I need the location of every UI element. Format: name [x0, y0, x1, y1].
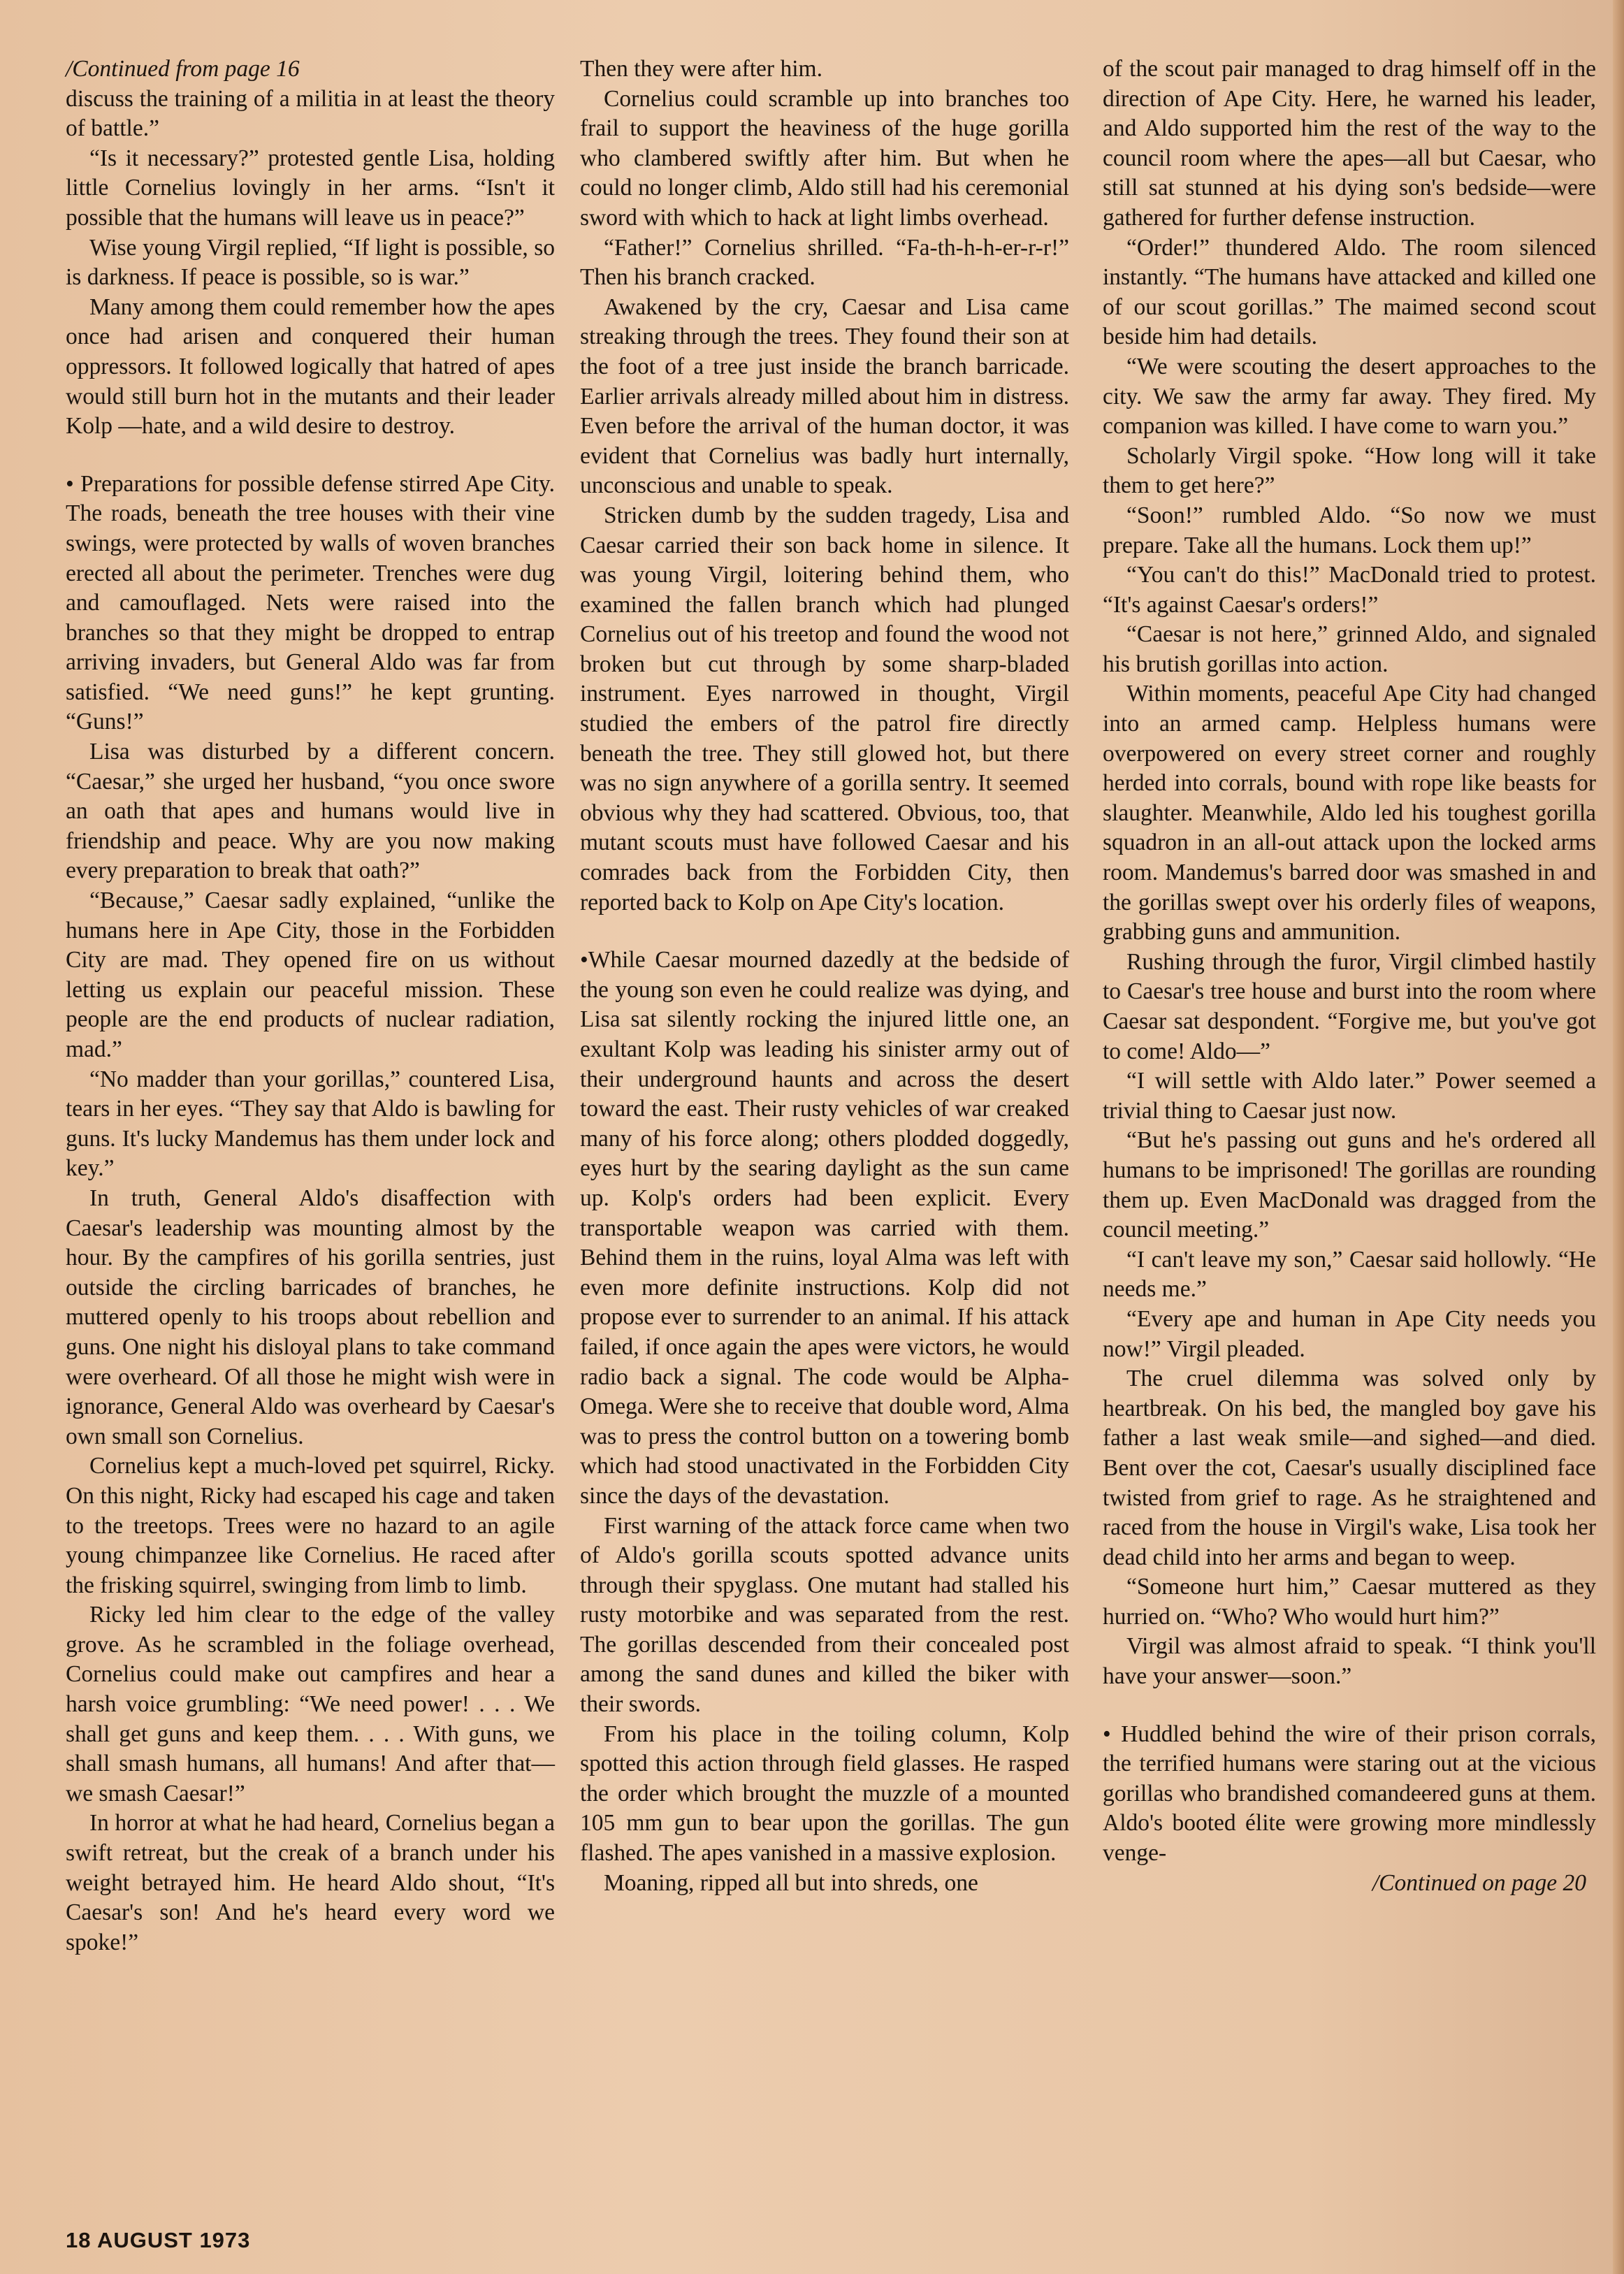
paragraph: “Order!” thundered Aldo. The room silenced instantly. “The humans have attacked and killed one of our scout gorillas.” The maimed second scout beside him had details. — [1103, 234, 1596, 350]
paragraph: Wise young Virgil replied, “If light is possible, so is darkness. If peace is possible, so is war.” — [66, 234, 555, 291]
paragraph: Lisa was disturbed by a different concern. “Caesar,” she urged her husband, “you once swore an oath that apes and humans would live in friendship and peace. Why are you now making every preparation to break that oath?” — [66, 739, 555, 884]
paragraph: In horror at what he had heard, Cornelius began a swift retreat, but the creak of a branch under his weight betrayed him. He heard Aldo shout, “It's Caesar's son! And he's heard every word we spoke!” — [66, 1810, 555, 1955]
paragraph: In truth, General Aldo's disaffection with Caesar's leadership was mounting almost by the hour. By the campfires of his gorilla sentries, just outside the circling barricades of branches, he muttered openly to his troops about rebellion and guns. One night his disloyal plans to take command were overheard. Of all those he might wish were in ignorance, General Aldo was overheard by Caesar's own small son Cornelius. — [66, 1185, 555, 1449]
paragraph: Stricken dumb by the sudden tragedy, Lisa and Caesar carried their son back home in silence. It was young Virgil, loitering behind them, who examined the fallen branch which had plunged Cornelius out of his treetop and found the wood not broken but cut through by some sharp-bladed instrument. Eyes narrowed in thought, Virgil studied the embers of the patrol fire directly beneath the tree. They still glowed hot, but there was no sign anywhere of a gorilla sentry. It seemed obvious why they had scattered. Obvious, too, that mutant scouts must have followed Caesar and his comrades back from the Forbidden City, then reported back to Kolp on Ape City's location. — [580, 502, 1069, 915]
paragraph: From his place in the toiling column, Kolp spotted this action through field glasses. He rasped the order which brought the muzzle of a mounted 105 mm gun to bear upon the gorillas. The gun flashed. The apes vanished in a massive explosion. — [580, 1721, 1069, 1867]
continued-on-label: /Continued on page 20 — [1372, 1869, 1586, 1896]
page-edge-shadow — [1613, 0, 1624, 2274]
paragraph: “We were scouting the desert approaches to the city. We saw the army far away. They fired. My companion was killed. I have come to warn you.” — [1103, 353, 1596, 440]
paragraph: “Father!” Cornelius shrilled. “Fa-th-h-h-er-r-r!” Then his branch cracked. — [580, 234, 1069, 291]
paragraph: “But he's passing out guns and he's ordered all humans to be imprisoned! The gorillas are rounding them up. Even MacDonald was dragged from the council meeting.” — [1103, 1127, 1596, 1243]
paragraph: Many among them could remember how the apes once had arisen and conquered their human oppressors. It followed logically that hatred of apes would still burn hot in the mutants and their leader Kolp —hate, and a wild desire to destroy. — [66, 294, 555, 440]
paragraph: Moaning, ripped all but into shreds, one — [604, 1869, 978, 1896]
paragraph: “Caesar is not here,” grinned Aldo, and signaled his brutish gorillas into action. — [1103, 621, 1596, 677]
paragraph: Cornelius could scramble up into branches too frail to support the heaviness of the huge gorilla who clambered swiftly after him. But when he could no longer climb, Aldo still had his ceremonial sword with which to hack at light limbs overhead. — [580, 85, 1069, 231]
continued-from-label: /Continued from page 16 — [66, 56, 300, 82]
section-paragraph: • Huddled behind the wire of their prison corrals, the terrified humans were staring out at the vicious gorillas who brandished comandeered guns at them. Aldo's booted élite were growing more mindlessly venge- — [1103, 1721, 1596, 1867]
paragraph: Cornelius kept a much-loved pet squirrel, Ricky. On this night, Ricky had escaped his cage and taken to the treetops. Trees were no hazard to an agile young chimpanzee like Cornelius. He raced after the frisking squirrel, swinging from limb to limb. — [66, 1453, 555, 1598]
paragraph: discuss the training of a militia in at least the theory of battle.” — [66, 85, 555, 142]
text-column-1 — [66, 55, 555, 1957]
paragraph: “Every ape and human in Ape City needs you now!” Virgil pleaded. — [1103, 1305, 1596, 1362]
paragraph: “I can't leave my son,” Caesar said hollowly. “He needs me.” — [1103, 1246, 1596, 1303]
paragraph: “Soon!” rumbled Aldo. “So now we must prepare. Take all the humans. Lock them up!” — [1103, 502, 1596, 558]
page-footer: 18 AUGUST 1973 — [66, 2228, 251, 2252]
paragraph: Ricky led him clear to the edge of the valley grove. As he scrambled in the foliage overhead, Cornelius could make out campfires and hear a harsh voice grumbling: “We need power! . . . We shall get guns and keep them. . . . With guns, we shall smash humans, all humans! And after that—we smash Caesar!” — [66, 1602, 555, 1806]
paragraph: “No madder than your gorillas,” countered Lisa, tears in her eyes. “They say that Aldo is bawling for guns. It's lucky Mandemus has them under lock and key.” — [66, 1066, 555, 1182]
paragraph: The cruel dilemma was solved only by heartbreak. On his bed, the mangled boy gave his father a last weak smile—and sighed—and died. Bent over the cot, Caesar's usually disciplined face twisted from grief to rage. As he straightened and raced from the house in Virgil's wake, Lisa took her dead child into her arms and began to weep. — [1103, 1366, 1596, 1570]
paragraph: “Because,” Caesar sadly explained, “unlike the humans here in Ape City, those in the Forbidden City are mad. They opened fire on us without letting us explain our peaceful mission. These people are the end products of nuclear radiation, mad.” — [66, 888, 555, 1062]
paragraph: First warning of the attack force came when two of Aldo's gorilla scouts spotted advance units through their spyglass. One mutant had stalled his rusty motorbike and was separated from the rest. The gorillas descended from their concealed post among the sand dunes and killed the biker with their swords. — [580, 1512, 1069, 1718]
section-paragraph: •While Caesar mourned dazedly at the bedside of the young son even he could realize was dying, and Lisa sat silently rocking the injured little one, an exultant Kolp was leading his sinister army out of their underground haunts and across the desert toward the east. Their rusty vehicles of war creaked many of his force along; others plodded doggedly, eyes hurt by the searing daylight as the sun came up. Kolp's orders had been explicit. Every transportable weapon was carried with them. Behind them in the ruins, loyal Alma was left with even more definite instructions. Kolp did not propose ever to surrender to an animal. If his attack failed, if once again the apes were victors, he would radio back a signal. The code would be Alpha-Omega. Were she to receive that double word, Alma was to press the control button on a towering bomb which had stood unactivated in the Forbidden City since the days of the devastation. — [580, 947, 1069, 1509]
paragraph: Rushing through the furor, Virgil climbed hastily to Caesar's tree house and burst into the room where Caesar sat despondent. “Forgive me, but you've got to come! Aldo—” — [1103, 948, 1596, 1064]
text-column-3 — [1103, 55, 1596, 1898]
section-paragraph: • Preparations for possible defense stirred Ape City. The roads, beneath the tree houses with their vine swings, were protected by walls of woven branches erected all about the perimeter. Trenches were dug and camouflaged. Nets were raised into the branches so that they might be dropped to entrap arriving invaders, but General Aldo was far from satisfied. “We need guns!” he kept grunting. “Guns!” — [66, 470, 555, 735]
text-column-2 — [580, 55, 1069, 1898]
paragraph: “You can't do this!” MacDonald tried to protest. “It's against Caesar's orders!” — [1103, 562, 1596, 618]
paragraph: of the scout pair managed to drag himself off in the direction of Ape City. Here, he warned his leader, and Aldo supported him the rest of the way to the council room where the apes—all but Caesar, who still sat stunned at his dying son's bedside—were gathered for further defense instruction. — [1103, 56, 1596, 231]
paragraph: “Someone hurt him,” Caesar muttered as they hurried on. “Who? Who would hurt him?” — [1103, 1574, 1596, 1630]
paragraph: “Is it necessary?” protested gentle Lisa, holding little Cornelius lovingly in her arms. “Isn't it possible that the humans will leave us in peace?” — [66, 145, 555, 231]
paragraph: Scholarly Virgil spoke. “How long will it take them to get here?” — [1103, 442, 1596, 499]
paragraph: Within moments, peaceful Ape City had changed into an armed camp. Helpless humans were overpowered on every street corner and roughly herded into corrals, bound with rope like beasts for slaughter. Meanwhile, Aldo led his toughest gorilla squadron in an all-out attack upon the locked arms room. Mandemus's barred door was smashed in and the gorillas swept over his orderly files of weapons, grabbing guns and ammunition. — [1103, 681, 1596, 946]
paragraph: “I will settle with Aldo later.” Power seemed a trivial thing to Caesar just now. — [1103, 1068, 1596, 1124]
paragraph: Virgil was almost afraid to speak. “I think you'll have your answer—soon.” — [1103, 1633, 1596, 1690]
paragraph: Then they were after him. — [580, 56, 822, 82]
paragraph: Awakened by the cry, Caesar and Lisa came streaking through the trees. They found their son at the foot of a tree just inside the branch barricade. Earlier arrivals already milled about him in distress. Even before the arrival of the human doctor, it was evident that Cornelius was badly hurt internally, unconscious and unable to speak. — [580, 294, 1069, 499]
